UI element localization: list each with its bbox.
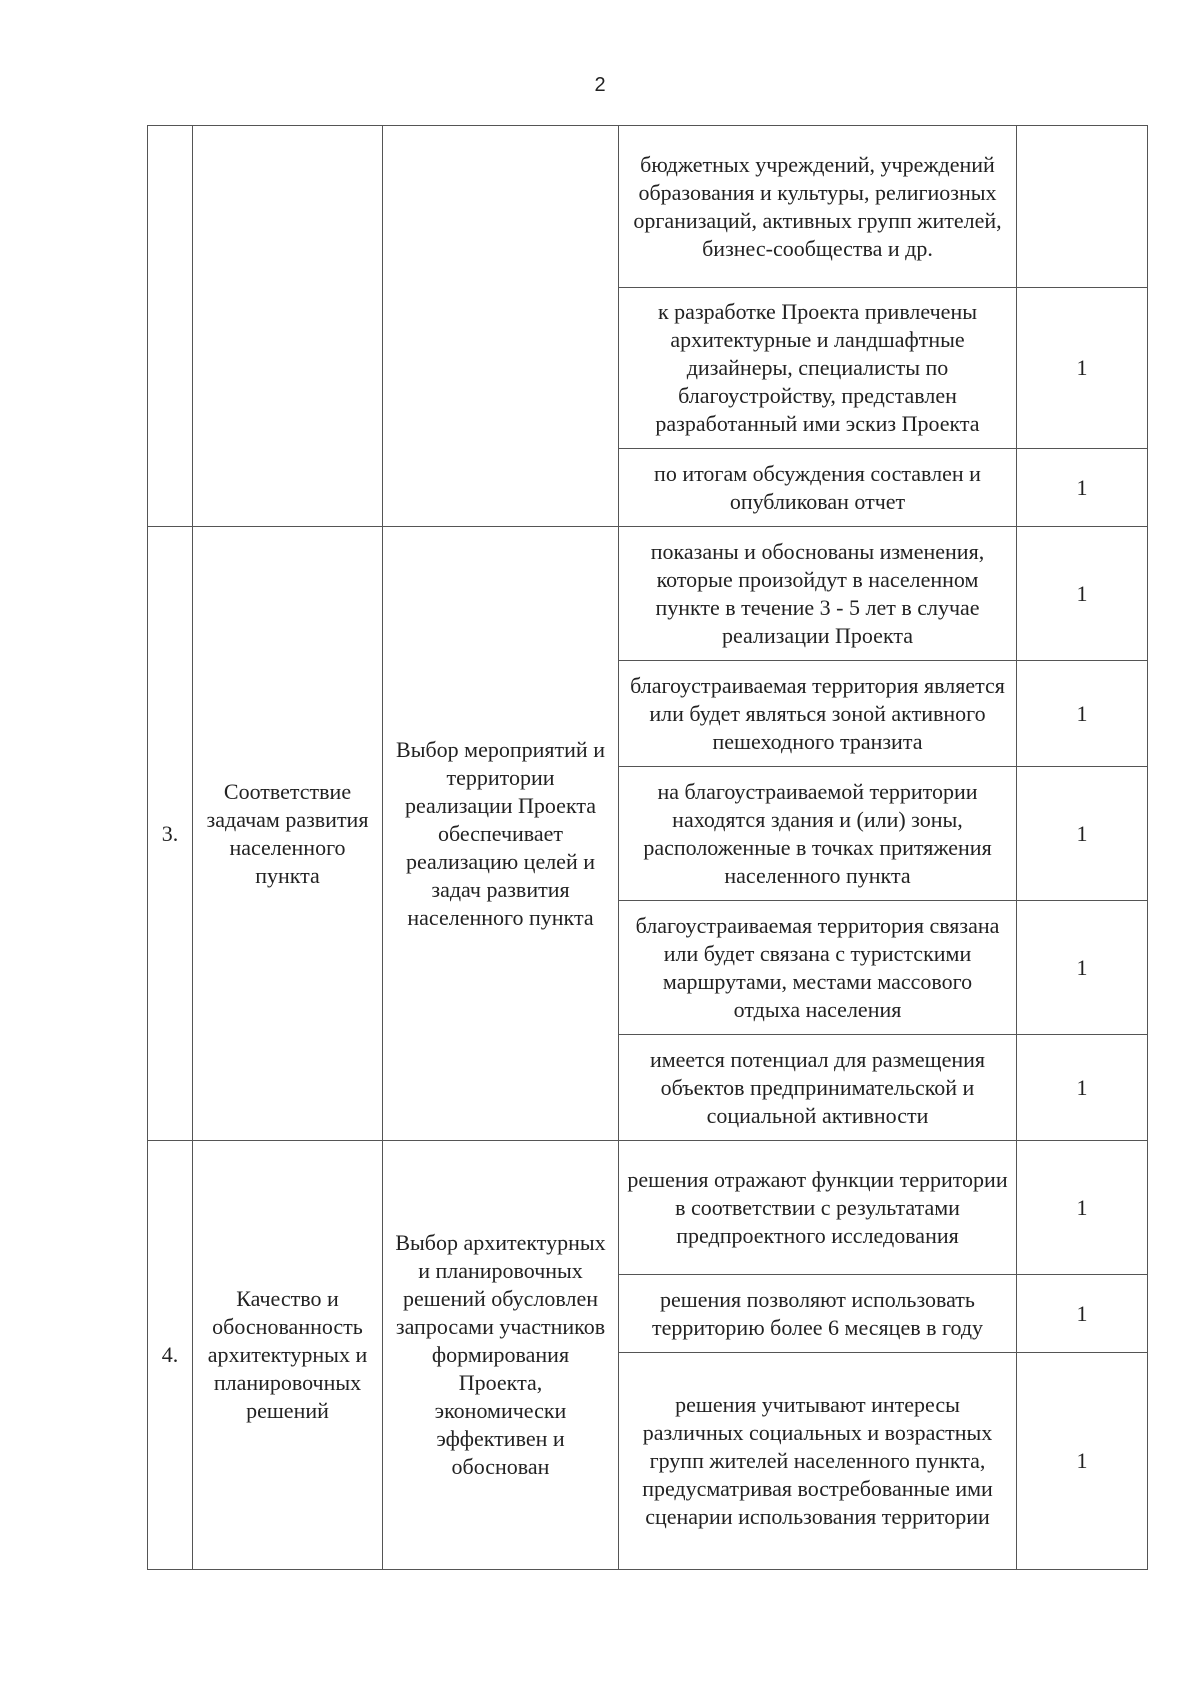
- description-cell: Выбор мероприятий и территории реализации Проекта обеспечивает реализацию целей и задач развития населенного пункта: [383, 527, 619, 1141]
- indicator-cell: решения позволяют использовать территорию более 6 месяцев в году: [619, 1275, 1017, 1353]
- description-cell: Выбор архитектурных и планировочных решений обусловлен запросами участников формирования Проекта, экономически эффективен и обоснован: [383, 1141, 619, 1570]
- criteria-table: [147, 125, 1148, 1570]
- indicator-cell: на благоустраиваемой территории находятся здания и (или) зоны, расположенные в точках притяжения населенного пункта: [619, 767, 1017, 901]
- table-row: [148, 527, 1148, 661]
- row-number-cell: [148, 126, 193, 527]
- indicator-cell: благоустраиваемая территория является или будет являться зоной активного пешеходного транзита: [619, 661, 1017, 767]
- score-cell: 1: [1017, 1035, 1148, 1141]
- score-cell: 1: [1017, 661, 1148, 767]
- indicator-cell: показаны и обоснованы изменения, которые произойдут в населенном пункте в течение 3 - 5 лет в случае реализации Проекта: [619, 527, 1017, 661]
- score-cell: 1: [1017, 1141, 1148, 1275]
- indicator-cell: по итогам обсуждения составлен и опубликован отчет: [619, 449, 1017, 527]
- score-cell: 1: [1017, 449, 1148, 527]
- indicator-cell: бюджетных учреждений, учреждений образования и культуры, религиозных организаций, активных групп жителей, бизнес-сообщества и др.: [619, 126, 1017, 288]
- criterion-cell: Качество и обоснованность архитектурных и планировочных решений: [193, 1141, 383, 1570]
- page-number: 2: [594, 74, 606, 96]
- indicator-cell: к разработке Проекта привлечены архитектурные и ландшафтные дизайнеры, специалисты по благоустройству, представлен разработанный ими эскиз Проекта: [619, 288, 1017, 449]
- indicator-cell: благоустраиваемая территория связана или будет связана с туристскими маршрутами, местами массового отдыха населения: [619, 901, 1017, 1035]
- score-cell: 1: [1017, 288, 1148, 449]
- table-row: [148, 126, 1148, 288]
- criterion-cell: [193, 126, 383, 527]
- criterion-cell: Соответствие задачам развития населенного пункта: [193, 527, 383, 1141]
- score-cell: 1: [1017, 1353, 1148, 1570]
- score-cell: 1: [1017, 767, 1148, 901]
- description-cell: [383, 126, 619, 527]
- row-number-cell: 4.: [148, 1141, 193, 1570]
- score-cell: [1017, 126, 1148, 288]
- score-cell: 1: [1017, 527, 1148, 661]
- score-cell: 1: [1017, 1275, 1148, 1353]
- row-number-cell: 3.: [148, 527, 193, 1141]
- indicator-cell: решения отражают функции территории в соответствии с результатами предпроектного исследования: [619, 1141, 1017, 1275]
- table-row: [148, 1141, 1148, 1275]
- indicator-cell: решения учитывают интересы различных социальных и возрастных групп жителей населенного пункта, предусматривая востребованные ими сценарии использования территории: [619, 1353, 1017, 1570]
- indicator-cell: имеется потенциал для размещения объектов предпринимательской и социальной активности: [619, 1035, 1017, 1141]
- score-cell: 1: [1017, 901, 1148, 1035]
